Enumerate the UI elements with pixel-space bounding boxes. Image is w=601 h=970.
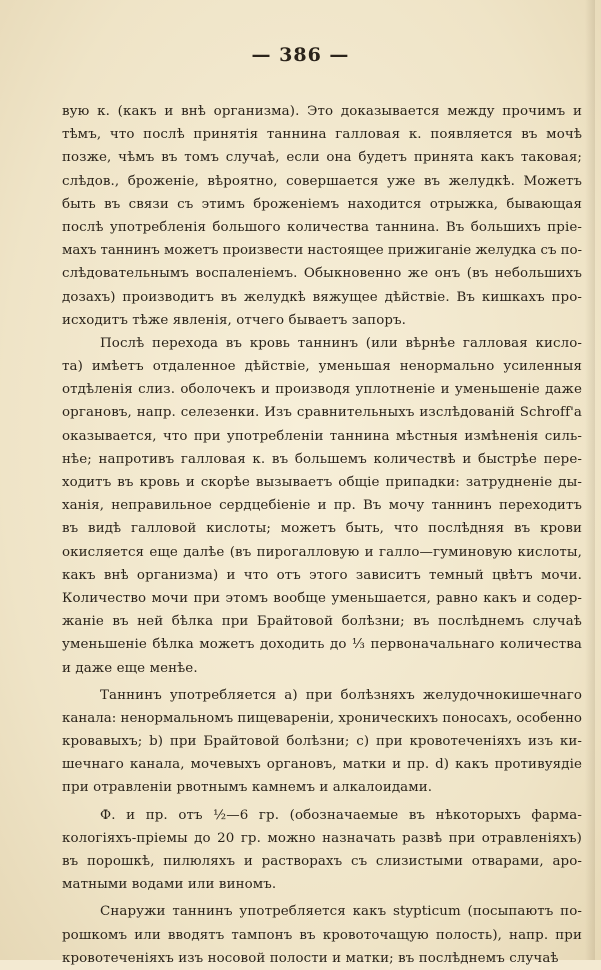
text-line: слѣдовательнымъ воспаленіемъ. Обыкновенно же онъ (въ небольшихъ [62, 266, 582, 282]
text-line: та) имѣетъ отдаленное дѣйствіе, уменьшая ненормально усиленныя [62, 359, 582, 375]
text-line: въ видѣ галловой кислоты; можетъ быть, что послѣдняя въ крови [62, 521, 582, 537]
text-line: въ порошкѣ, пилюляхъ и растворахъ съ слизистыми отварами, аро- [62, 854, 582, 869]
text-line: шечнаго канала, мочевыхъ органовъ, матки и пр. d) какъ противуядіе [62, 757, 582, 773]
page-number: — 386 — [251, 44, 350, 66]
text-line: и даже еще менѣе. [62, 660, 198, 676]
text-line: рошкомъ или вводятъ тампонъ въ кровоточащую полость), напр. при [62, 927, 582, 943]
text-line: Снаружи таннинъ употребляется какъ stypticum (посыпаютъ по- [100, 904, 582, 920]
text-line: Таннинъ употребляется а) при болѣзняхъ желудочнокишечнаго [100, 687, 582, 703]
text-line: какъ внѣ организма) и что отъ этого зависитъ темный цвѣтъ мочи. [62, 567, 582, 583]
text-line: при отравленіи рвотнымъ камнемъ и алкалоидами. [62, 780, 433, 796]
text-line: быть въ связи съ этимъ броженіемъ находится отрыжка, бывающая [62, 196, 582, 212]
text-line: жаніе въ ней бѣлка при Брайтовой болѣзни; въ послѣднемъ случаѣ [62, 614, 582, 630]
text-line: махъ таннинъ можетъ произвести настоящее прижиганіе желудка съ по- [62, 243, 582, 259]
text-line: дозахъ) производитъ въ желудкѣ вяжущее дѣйствіе. Въ кишкахъ про- [62, 289, 582, 305]
text-line: слѣдов., броженіе, вѣроятно, совершается уже въ желудкѣ. Можетъ [62, 173, 582, 189]
body-text [62, 100, 582, 970]
text-line: тѣмъ, что послѣ принятія таннина галловая к. появляется въ мочѣ [62, 127, 582, 143]
text-line: Ф. и пр. отъ ½—6 гр. (обозначаемые въ нѣкоторыхъ фарма- [100, 807, 582, 823]
text-line: Послѣ перехода въ кровь таннинъ (или вѣрнѣе галловая кисло- [100, 335, 582, 351]
text-line: вую к. (какъ и внѣ организма). Это доказывается между прочимъ и [62, 104, 582, 119]
text-line: ходитъ въ кровь и скорѣе вызываетъ общіе припадки: затрудненіе ды- [62, 475, 582, 490]
text-line: уменьшеніе бѣлка можетъ доходить до ⅓ первоначальнаго количества [62, 637, 582, 653]
text-line: нѣе; напротивъ галловая к. въ большемъ количествѣ и быстрѣе пере- [62, 451, 582, 467]
page-fold-shadow [585, 0, 595, 960]
text-line: канала: ненормальномъ пищевареніи, хроническихъ поносахъ, особенно [62, 710, 582, 726]
text-line: кологіяхъ-пріемы до 20 гр. можно назначать развѣ при отравленіяхъ) [62, 830, 582, 846]
text-line: кровотеченіяхъ изъ носовой полости и матки; въ послѣднемъ случаѣ [62, 950, 559, 966]
text-line: окисляется еще далѣе (въ пирогалловую и галло—гуминовую кислоты, [62, 544, 582, 560]
text-line: отдѣленія слиз. оболочекъ и производя уплотненіе и уменьшеніе даже [62, 382, 582, 398]
text-line: послѣ употребленія большого количества таннина. Въ большихъ пріе- [62, 219, 582, 235]
text-line: органовъ, напр. селезенки. Изъ сравнительныхъ изслѣдованій Schroff'a [62, 405, 582, 421]
text-line: кровавыхъ; b) при Брайтовой болѣзни; c) при кровотеченіяхъ изъ ки- [62, 734, 582, 750]
text-line: исходитъ тѣже явленія, отчего бываетъ запоръ. [62, 312, 407, 328]
text-line: оказывается, что при употребленіи таннина мѣстныя измѣненія силь- [62, 428, 582, 444]
text-line: Количество мочи при этомъ вообще уменьшается, равно какъ и содер- [62, 590, 582, 606]
text-line: позже, чѣмъ въ томъ случаѣ, если она будетъ принята какъ таковая; [62, 150, 582, 166]
text-line: ханія, неправильное сердцебіеніе и пр. Въ мочу таннинъ переходитъ [62, 498, 582, 514]
text-line: матными водами или виномъ. [62, 877, 277, 893]
